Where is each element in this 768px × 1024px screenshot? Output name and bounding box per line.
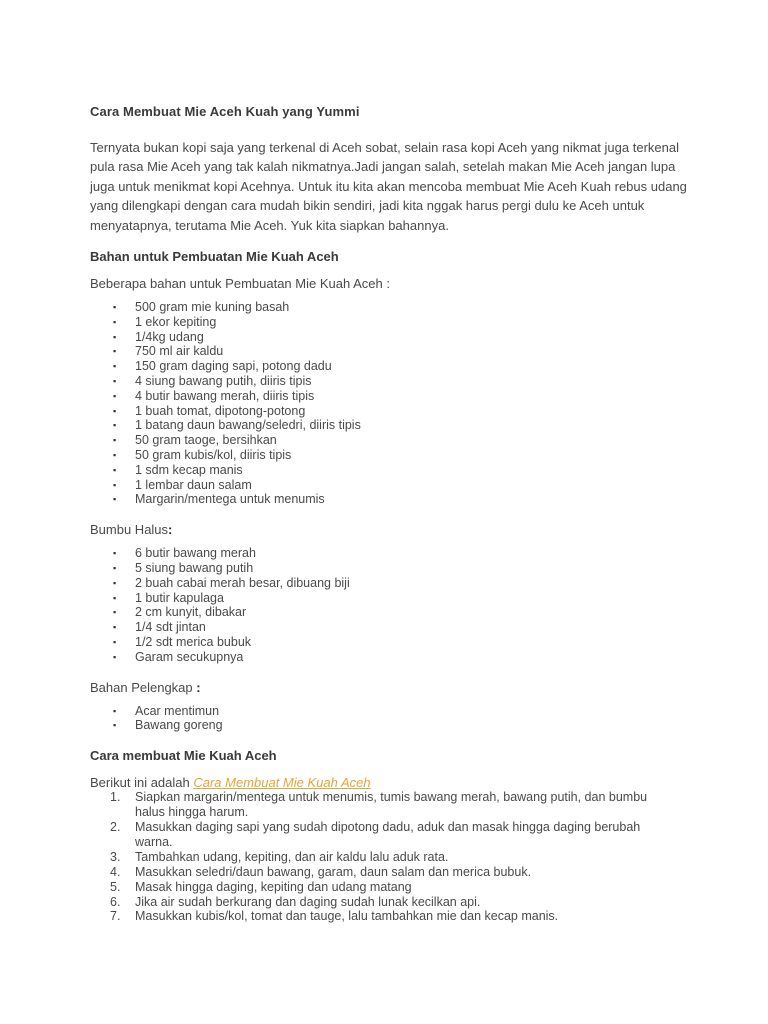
step-item — [90, 850, 690, 865]
square-bullet-icon: ▪ — [113, 592, 117, 603]
list-item-text: 1/2 sdt merica bubuk — [135, 634, 252, 649]
list-item-text: Garam secukupnya — [135, 649, 244, 664]
bahan-lead: Beberapa bahan untuk Pembuatan Mie Kuah Aceh : — [90, 276, 390, 292]
square-bullet-icon: ▪ — [113, 651, 117, 662]
square-bullet-icon: ▪ — [113, 705, 117, 716]
step-number: 7. — [110, 909, 121, 924]
step-item — [90, 790, 690, 820]
list-item — [90, 650, 690, 665]
list-item — [90, 561, 690, 576]
list-item — [90, 404, 690, 419]
list-item-text: Margarin/mentega untuk menumis — [135, 492, 325, 507]
pelengkap-colon: : — [196, 679, 201, 695]
document-page — [90, 104, 690, 924]
square-bullet-icon: ▪ — [113, 720, 117, 731]
step-text-line: Siapkan margarin/mentega untuk menumis, tumis bawang merah, bawang putih, dan bumbu — [135, 790, 648, 805]
step-number: 4. — [110, 864, 121, 879]
cara-heading: Cara membuat Mie Kuah Aceh — [90, 748, 277, 764]
list-item-text: 1 buah tomat, dipotong-potong — [135, 403, 306, 418]
list-item-text: 1/4 sdt jintan — [135, 620, 206, 635]
list-item — [90, 418, 690, 433]
bumbu-label: Bumbu Halus — [90, 522, 169, 538]
square-bullet-icon: ▪ — [113, 479, 117, 490]
step-text-line: Masukkan seledri/daun bawang, garam, daun salam dan merica bubuk. — [135, 864, 532, 879]
list-item-text: 1 ekor kepiting — [135, 314, 217, 329]
bumbu-list — [90, 546, 690, 664]
list-item — [90, 635, 690, 650]
bumbu-lead — [90, 522, 690, 537]
square-bullet-icon: ▪ — [113, 405, 117, 416]
list-item-text: 1 lembar daun salam — [135, 477, 252, 492]
square-bullet-icon: ▪ — [113, 636, 117, 647]
list-item — [90, 389, 690, 404]
list-item — [90, 463, 690, 478]
square-bullet-icon: ▪ — [113, 577, 117, 588]
square-bullet-icon: ▪ — [113, 562, 117, 573]
list-item-text: 6 butir bawang merah — [135, 546, 256, 561]
pelengkap-list — [90, 704, 690, 734]
bahan-list — [90, 300, 690, 507]
step-item — [90, 820, 690, 850]
square-bullet-icon: ▪ — [113, 376, 117, 387]
list-item — [90, 300, 690, 315]
list-item — [90, 591, 690, 606]
step-text-line: Masukkan daging sapi yang sudah dipotong dadu, aduk dan masak hingga daging berubah — [135, 819, 641, 834]
list-item-text: Acar mentimun — [135, 703, 220, 718]
list-item — [90, 344, 690, 359]
square-bullet-icon: ▪ — [113, 361, 117, 372]
square-bullet-icon: ▪ — [113, 331, 117, 342]
square-bullet-icon: ▪ — [113, 494, 117, 505]
step-item — [90, 895, 690, 910]
step-text-line: Masak hingga daging, kepiting dan udang matang — [135, 879, 412, 894]
cara-steps — [90, 790, 690, 924]
list-item-text: 150 gram daging sapi, potong dadu — [135, 359, 332, 374]
square-bullet-icon: ▪ — [113, 464, 117, 475]
step-number: 5. — [110, 879, 121, 894]
square-bullet-icon: ▪ — [113, 346, 117, 357]
step-number: 6. — [110, 894, 121, 909]
list-item-text: 2 cm kunyit, dibakar — [135, 605, 247, 620]
step-item — [90, 880, 690, 895]
list-item — [90, 605, 690, 620]
pelengkap-label: Bahan Pelengkap — [90, 679, 197, 695]
step-item — [90, 865, 690, 880]
list-item-text: 750 ml air kaldu — [135, 344, 224, 359]
list-item-text: 2 buah cabai merah besar, dibuang biji — [135, 575, 350, 590]
square-bullet-icon: ▪ — [113, 450, 117, 460]
list-item — [90, 448, 690, 463]
page-title: Cara Membuat Mie Aceh Kuah yang Yummi — [90, 104, 360, 119]
square-bullet-icon: ▪ — [113, 390, 117, 401]
list-item-text: 1 butir kapulaga — [135, 590, 224, 605]
pelengkap-lead — [90, 680, 690, 695]
list-item — [90, 315, 690, 330]
list-item-text: 500 gram mie kuning basah — [135, 300, 290, 315]
list-item — [90, 330, 690, 345]
list-item-text: 50 gram kubis/kol, diiris tipis — [135, 448, 292, 462]
bahan-heading: Bahan untuk Pembuatan Mie Kuah Aceh — [90, 249, 339, 265]
list-item-text: 1 sdm kecap manis — [135, 462, 243, 477]
square-bullet-icon: ▪ — [113, 302, 117, 313]
cara-link[interactable]: Cara Membuat Mie Kuah Aceh — [193, 775, 371, 791]
square-bullet-icon: ▪ — [113, 622, 117, 633]
cara-lead-text: Berikut ini adalah — [90, 775, 194, 791]
list-item-text: 1/4kg udang — [135, 329, 204, 344]
step-number: 1. — [110, 790, 121, 805]
step-text-line: halus hingga harum. — [135, 805, 249, 820]
list-item — [90, 620, 690, 635]
list-item — [90, 718, 690, 733]
list-item — [90, 704, 690, 719]
square-bullet-icon: ▪ — [113, 548, 117, 559]
square-bullet-icon: ▪ — [113, 607, 117, 618]
step-text-line: Tambahkan udang, kepiting, dan air kaldu lalu aduk rata. — [135, 849, 449, 864]
list-item-text: Bawang goreng — [135, 718, 223, 733]
bumbu-colon: : — [168, 522, 173, 538]
list-item — [90, 576, 690, 591]
intro-paragraph: Ternyata bukan kopi saja yang terkenal di Aceh sobat, selain rasa kopi Aceh yang nikmat juga terkenal pula rasa Mie Aceh yang tak kalah nikmatnya.Jadi jangan salah, setelah makan Mie Aceh jangan lupa juga untuk menikmat kopi Acehnya. Untuk itu kita akan mencoba membuat Mie Aceh Kuah rebus udang yang dilengkapi dengan cara mudah bikin sendiri, jadi kita nggak harus pergi dulu ke Aceh untuk menyatapnya, terutama Mie Aceh. Yuk kita siapkan bahannya. — [90, 140, 687, 233]
square-bullet-icon: ▪ — [113, 420, 117, 431]
step-text-line: Masukkan kubis/kol, tomat dan tauge, lalu tambahkan mie dan kecap manis. — [135, 909, 559, 924]
step-number: 3. — [110, 849, 121, 864]
step-number: 2. — [110, 819, 121, 834]
list-item-text: 5 siung bawang putih — [135, 560, 254, 575]
cara-lead — [90, 775, 690, 790]
list-item — [90, 433, 690, 448]
list-item — [90, 492, 690, 507]
square-bullet-icon: ▪ — [113, 435, 117, 446]
list-item-text: 4 siung bawang putih, diiris tipis — [135, 374, 312, 389]
list-item — [90, 374, 690, 389]
step-item — [90, 909, 690, 924]
square-bullet-icon: ▪ — [113, 316, 117, 327]
step-text-line: Jika air sudah berkurang dan daging sudah lunak kecilkan api. — [135, 894, 481, 909]
list-item-text: 1 batang daun bawang/seledri, diiris tipis — [135, 418, 361, 433]
list-item — [90, 478, 690, 493]
list-item-text: 50 gram taoge, bersihkan — [135, 433, 277, 448]
list-item-text: 4 butir bawang merah, diiris tipis — [135, 388, 315, 403]
list-item — [90, 546, 690, 561]
list-item — [90, 359, 690, 374]
step-text-line: warna. — [135, 834, 173, 849]
